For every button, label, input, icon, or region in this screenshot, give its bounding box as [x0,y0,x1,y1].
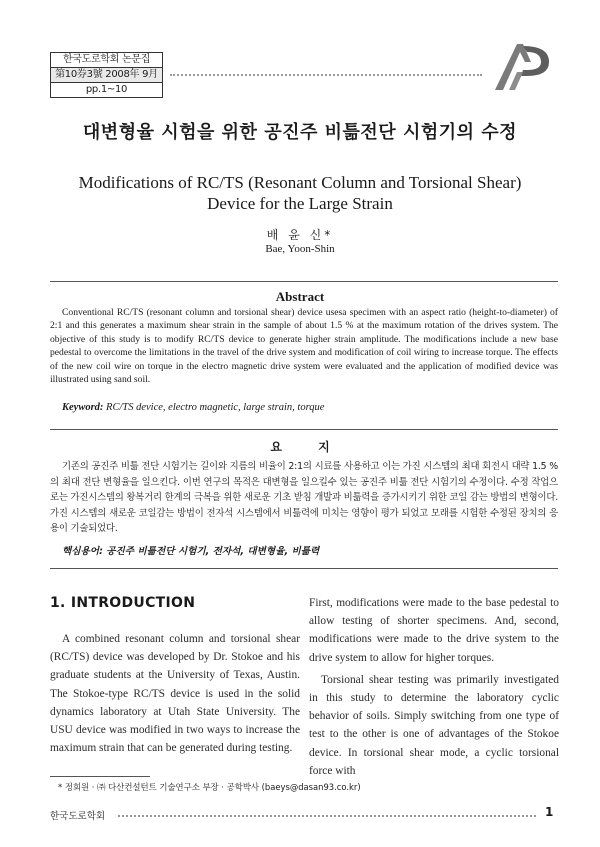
keywords-line [62,402,558,413]
footnote-text: 정회원 · ㈜ 다산컨설턴트 기술연구소 부장 · 공학박사 (baeys@dasan93.co.kr) [64,782,361,792]
footnote-marker: * [58,782,63,792]
author-english: Bae, Yoon-Shin [265,243,335,255]
intro-right-column [309,594,559,780]
header-dotted-rule [170,74,482,76]
abstract-text: Conventional RC/TS (resonant column and torsional shear) device usesa specimen with an aspect ratio (height-to-diameter) of 2:1 and this generates a maximum shear strain in the sample of about 1.5 % at the maximum rotation of the drives system. The objective of this study is to modify RC/TS device to generate higher strain amplitude. The modifications include a new base pedestal to overcome the limitations in the travel of the drive system and modification of coil wiring to increase torque. The effects of the new coil wire on torque in the electro magnetic drive system were evaluated and the application of modified device was illustrated using sand soil. [50,307,558,386]
abstract-heading: Abstract [275,289,325,304]
korean-keywords-label: 핵심용어: [62,546,103,557]
journal-volume-issue: 第10券3號 2008年 9月 [51,68,162,83]
footnote-rule [50,776,150,777]
korean-title: 대변형율 시험을 위한 공진주 비틂전단 시험기의 수정 [82,122,518,143]
korean-abstract-text: 기존의 공진주 비틂 전단 시험기는 길이와 지름의 비율이 2:1의 시료를 사용하고 이는 가진 시스템의 최대 회전시 대략 1.5 %의 최대 전단 변형율을 일으킨다. 이번 연구의 목적은 대변형을 일으킬수 있는 공진주 비틂 전단 시험기의 수정이다. 수정 작업으로는 가진시스템의 왕복거리 한계의 극복을 위한 새로운 기초 받침 개발과 비틂력을 증가시키기 위한 코일 감는 방법의 변형이다. 가진 시스템의 새로운 코일감는 방법이 전자석 시스템에서 비틂력에 미치는 영향이 평가 되었고 모래를 시험한 수정된 장치의 응용이 기술되었다. [50,461,558,535]
korean-keywords-text: 공진주 비틂전단 시험기, 전자석, 대변형율, 비틂력 [106,546,320,557]
intro-right-paragraph-2: Torsional shear testing was primarily investigated in this study to determine the laboratory cyclic behavior of soils. Simply switching from one type of test to the other is one of advantages of the Stokoe device. In torsional shear mode, a cyclic torsional force with [309,673,559,777]
korean-abstract-heading: 요 지 [270,440,346,454]
footer-dotted-rule [118,815,536,817]
abstract-top-rule [50,281,558,282]
keywords-label: Keyword: [62,402,104,413]
keywords-text: RC/TS device, electro magnetic, large strain, torque [106,402,325,413]
page-number: 1 [545,805,554,819]
korean-abstract-top-rule [50,429,558,430]
journal-pages: pp.1~10 [85,84,128,95]
footer-society: 한국도로학회 [50,811,106,822]
author-korean: 배 윤 신* [266,228,334,242]
journal-info-box [50,52,163,98]
english-title: Modifications of RC/TS (Resonant Column and Torsional Shear) Device for the Large Strain [78,173,522,213]
korean-keywords-line [62,543,558,557]
intro-right-paragraph-1: First, modifications were made to the base pedestal to allow testing of shorter specimens. And, second, modifications were made to the drive system to the drive system to allow for higher torques. [309,597,559,664]
korean-abstract-bottom-rule [50,568,558,569]
section-title-introduction: 1. INTRODUCTION [50,595,196,611]
intro-left-column: A combined resonant column and torsional shear (RC/TS) device was developed by Dr. Stokoe and his graduate students at the University of Texas, Austin. The Stokoe-type RC/TS device is used in the solid dynamics laboratory at Utah State University. The USU device was modified in two ways to increase the maximum strain that can be generated during testing. [50,633,300,755]
journal-logo-icon [487,40,557,92]
author-footnote [58,781,558,793]
journal-name: 한국도로학회 논문집 [51,53,162,68]
